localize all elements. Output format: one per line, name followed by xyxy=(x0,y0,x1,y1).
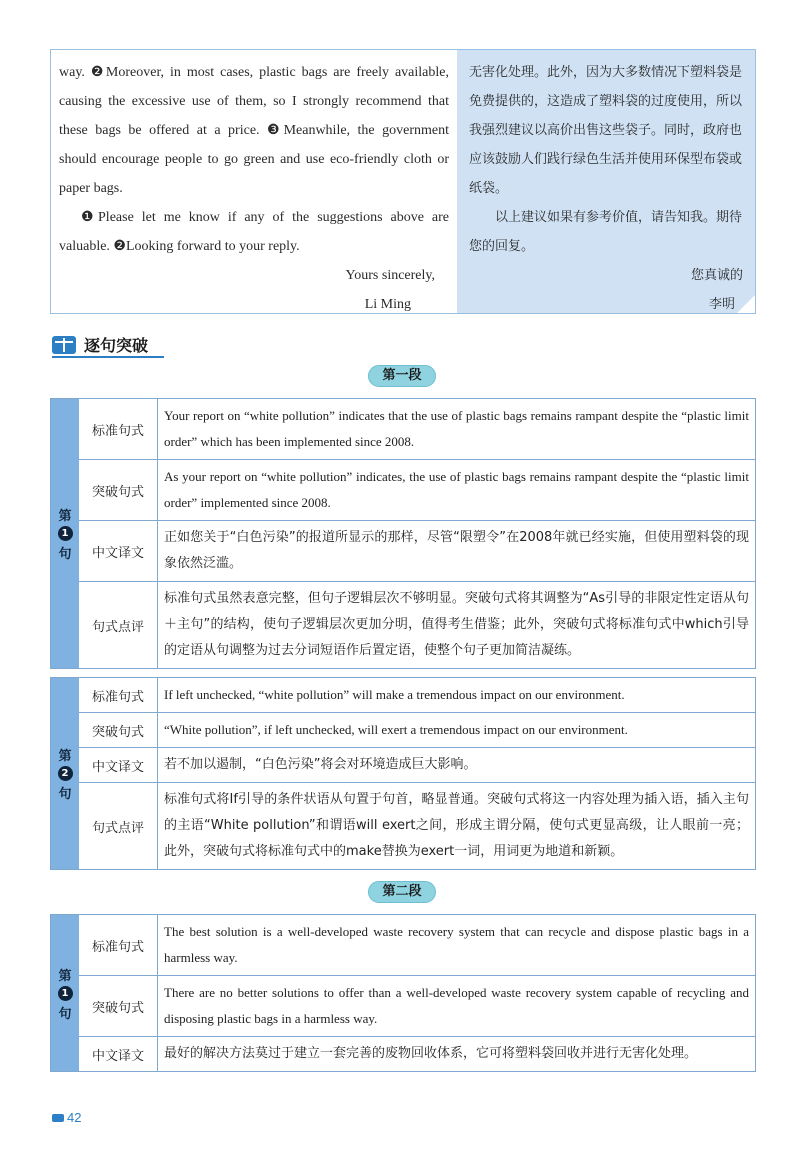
letter-cn-para1: 无害化处理。此外，因为大多数情况下塑料袋是免费提供的，这造成了塑料袋的过度使用，所以我强烈建议以高价出售这些袋子。同时，政府也应该鼓励人们践行绿色生活并使用环保型布袋或纸袋。 xyxy=(469,65,743,196)
row-content: If left unchecked, “white pollution” will make a tremendous impact on our environment. xyxy=(164,687,625,702)
table-row xyxy=(79,976,755,1037)
letter-en-closing: Yours sincerely, xyxy=(345,268,435,283)
row-content: As your report on “white pollution” indicates, the use of plastic bags remains rampant despite the “plastic limit order” implemented since 2008. xyxy=(164,469,749,510)
letter-cn-closing: 您真诚的 xyxy=(690,268,743,283)
sentence-table-1 xyxy=(50,398,756,669)
row-label: 标准句式 xyxy=(79,399,158,459)
row-label: 突破句式 xyxy=(79,976,158,1036)
letter-box xyxy=(50,49,756,314)
table-row xyxy=(79,783,755,869)
sentence-marker: 第 1 句 xyxy=(51,399,79,668)
book-icon xyxy=(52,336,76,354)
row-label: 标准句式 xyxy=(79,678,158,712)
row-label: 中文译文 xyxy=(79,1037,158,1071)
page-number: 42 xyxy=(52,1110,81,1125)
letter-en-para1: way. ❷Moreover, in most cases, plastic bags are freely available, causing the excessive use of them, so I strongly recommend that these bags be offered at a price. ❸Meanwhile, the government should encourage people to go green and use eco-friendly cloth or paper bags. xyxy=(59,65,449,196)
row-label: 中文译文 xyxy=(79,748,158,782)
paragraph-label-2: 第二段 xyxy=(368,881,436,903)
row-content: 正如您关于“白色污染”的报道所显示的那样，尽管“限塑令”在2008年就已经实施，但使用塑料袋的现象依然泛滥。 xyxy=(164,530,749,571)
graduation-cap-icon xyxy=(52,1114,64,1122)
row-label: 句式点评 xyxy=(79,582,158,668)
letter-en-name: Li Ming xyxy=(364,297,411,312)
letter-cn-name: 李明 xyxy=(708,297,735,312)
letter-en-para2: ❶Please let me know if any of the suggestions above are valuable. ❷Looking forward to your reply. xyxy=(59,210,449,254)
row-content: 最好的解决方法莫过于建立一套完善的废物回收体系，它可将塑料袋回收并进行无害化处理。 xyxy=(164,1046,698,1061)
table-row xyxy=(79,460,755,521)
table-row xyxy=(79,678,755,713)
letter-cn-para2: 以上建议如果有参考价值，请告知我。期待您的回复。 xyxy=(469,210,743,254)
section-title: 逐句突破 xyxy=(84,336,149,355)
sentence-table-2 xyxy=(50,677,756,870)
letter-chinese xyxy=(457,50,755,313)
row-label: 突破句式 xyxy=(79,460,158,520)
row-label: 突破句式 xyxy=(79,713,158,747)
table-row xyxy=(79,1037,755,1071)
row-content: 若不加以遏制，“白色污染”将会对环境造成巨大影响。 xyxy=(164,757,477,772)
row-label: 句式点评 xyxy=(79,783,158,869)
row-content: Your report on “white pollution” indicates that the use of plastic bags remains rampant despite the “plastic limit order” which has been implemented since 2008. xyxy=(164,408,749,449)
table-row xyxy=(79,713,755,748)
paragraph-label-1: 第一段 xyxy=(368,365,436,387)
table-row xyxy=(79,399,755,460)
letter-english xyxy=(51,50,457,313)
table-row xyxy=(79,582,755,668)
table-row xyxy=(79,748,755,783)
table-row xyxy=(79,915,755,976)
row-content: “White pollution”, if left unchecked, will exert a tremendous impact on our environment. xyxy=(164,722,628,737)
row-content: 标准句式虽然表意完整，但句子逻辑层次不够明显。突破句式将其调整为“As引导的非限定性定语从句＋主句”的结构，使句子逻辑层次更加分明，值得考生借鉴；此外，突破句式将标准句式中which引导的定语从句调整为过去分词短语作后置定语，使整个句子更加简洁凝练。 xyxy=(164,591,749,658)
table-row xyxy=(79,521,755,582)
row-label: 中文译文 xyxy=(79,521,158,581)
row-content: There are no better solutions to offer than a well-developed waste recovery system capable of recycling and disposing plastic bags in a harmless way. xyxy=(164,985,749,1026)
row-content: The best solution is a well-developed waste recovery system that can recycle and dispose plastic bags in a harmless way. xyxy=(164,924,749,965)
sentence-marker: 第 1 句 xyxy=(51,915,79,1071)
section-heading xyxy=(52,333,148,356)
row-label: 标准句式 xyxy=(79,915,158,975)
page-fold-corner xyxy=(737,295,755,313)
sentence-table-3 xyxy=(50,914,756,1072)
row-content: 标准句式将If引导的条件状语从句置于句首，略显普通。突破句式将这一内容处理为插入语，插入主句的主语“White pollution”和谓语will exert之间，形成主谓分隔，使句式更显高级，让人眼前一亮；此外，突破句式将标准句式中的make替换为exert一词，用词更为地道和新颖。 xyxy=(164,792,749,859)
section-underline xyxy=(52,356,164,358)
sentence-marker: 第 2 句 xyxy=(51,678,79,869)
